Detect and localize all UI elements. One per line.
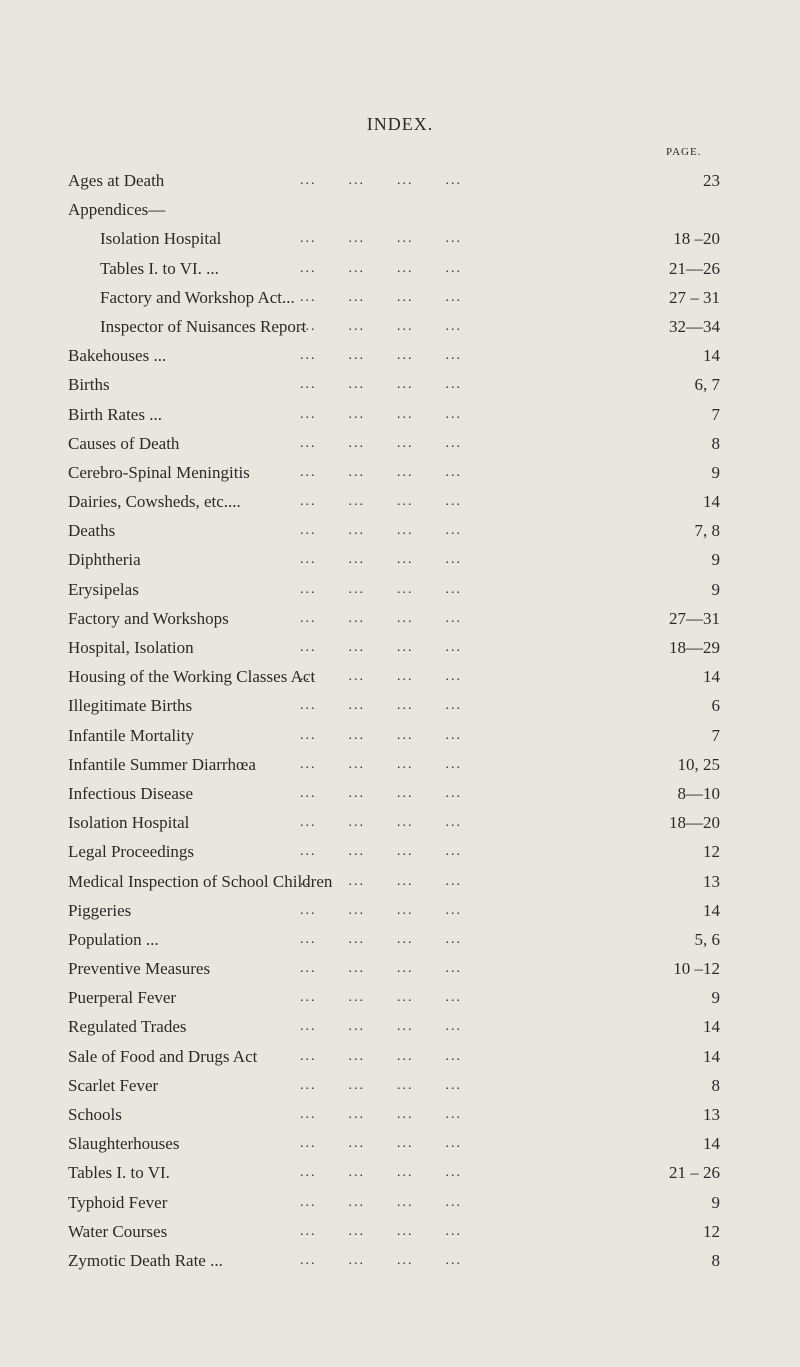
index-entry <box>0 1129 800 1158</box>
index-entry <box>0 837 800 866</box>
index-entry <box>0 312 800 341</box>
entry-label: Ages at Death <box>68 171 165 190</box>
entry-page-number: 8—10 <box>677 783 720 803</box>
entry-page-number: 10, 25 <box>677 754 720 774</box>
entry-page-number: 14 <box>703 1046 720 1066</box>
index-entry <box>0 633 800 662</box>
dot-leader: ... ... ... ... <box>300 289 462 305</box>
dot-leader: ... ... ... ... <box>300 260 462 276</box>
entry-label: Infectious Disease <box>68 783 194 803</box>
index-entry <box>0 1188 800 1217</box>
entry-label: Appendices— <box>68 200 166 220</box>
dot-leader: ... ... ... ... <box>300 1077 462 1093</box>
dot-leader: ... ... ... ... <box>300 494 462 510</box>
entry-label: Cerebro-Spinal Meningitis <box>68 462 250 482</box>
page-title: INDEX. <box>366 114 434 134</box>
dot-leader: ... ... ... ... <box>300 1223 462 1239</box>
dot-leader: ... ... ... ... <box>300 523 462 539</box>
index-entry <box>0 954 800 983</box>
entry-label: Zymotic Death Rate ... <box>68 1250 223 1270</box>
entry-label: Factory and Workshop Act... <box>100 287 295 307</box>
dot-leader: ... ... ... ... <box>300 931 462 947</box>
dot-leader: ... ... ... ... <box>300 231 462 247</box>
entry-page-number: 13 <box>703 871 720 891</box>
entry-page-number: 10 –12 <box>673 959 720 979</box>
dot-leader: ... ... ... ... <box>300 1048 462 1064</box>
index-entry <box>0 867 800 896</box>
entry-page-number: 9 <box>711 579 720 599</box>
entry-label: Infantile Mortality <box>68 725 195 745</box>
entry-page-number: 21—26 <box>669 258 720 278</box>
entry-page-number: 18 –20 <box>673 229 720 249</box>
index-entry <box>0 1100 800 1129</box>
dot-leader: ... ... ... ... <box>300 377 462 393</box>
entry-page-number: 13 <box>703 1105 720 1124</box>
entry-label: Birth Rates ... <box>68 404 162 424</box>
entry-label: Typhoid Fever <box>68 1192 168 1212</box>
entry-page-number: 7 <box>711 725 720 745</box>
entry-page-number: 18—20 <box>669 813 720 833</box>
index-entry <box>0 1217 800 1246</box>
entry-page-number: 5, 6 <box>694 929 720 949</box>
index-entry <box>0 429 800 458</box>
index-entry <box>0 400 800 429</box>
dot-leader: ... ... ... ... <box>300 902 462 918</box>
entry-page-number: 12 <box>703 842 720 862</box>
dot-leader: ... ... ... ... <box>300 348 462 364</box>
index-entry <box>0 662 800 691</box>
entry-label: Births <box>68 375 110 395</box>
index-entry <box>0 545 800 574</box>
entry-page-number: 8 <box>711 1250 720 1270</box>
index-entry <box>0 1158 800 1187</box>
dot-leader: ... ... ... ... <box>300 873 462 889</box>
entry-page-number: 14 <box>703 346 720 366</box>
dot-leader: ... ... ... ... <box>300 581 462 597</box>
entry-label: Housing of the Working Classes Act <box>68 667 316 687</box>
dot-leader: ... ... ... ... <box>300 640 462 655</box>
entry-page-number: 6, 7 <box>694 375 720 395</box>
index-entry <box>0 166 800 195</box>
entry-page-number: 9 <box>711 462 720 482</box>
index-entry <box>0 341 800 370</box>
entry-label: Deaths <box>68 521 116 541</box>
page-column-header: PAGE. <box>666 146 702 158</box>
index-entry <box>0 283 800 312</box>
dot-leader: ... ... ... ... <box>300 610 462 626</box>
entry-label: Tables I. to VI. <box>68 1163 170 1183</box>
entry-page-number: 9 <box>711 1192 720 1212</box>
entry-page-number: 14 <box>703 900 720 920</box>
dot-leader: ... ... ... ... <box>300 844 462 860</box>
index-entry <box>0 254 800 283</box>
index-entry <box>0 750 800 779</box>
index-entry <box>0 808 800 837</box>
dot-leader: ... ... ... ... <box>300 815 462 831</box>
index-entry <box>0 691 800 720</box>
dot-leader: ... ... ... ... <box>300 698 462 714</box>
dot-leader: ... ... ... ... <box>300 1136 462 1152</box>
entry-label: Isolation Hospital <box>68 813 190 833</box>
entry-label: Bakehouses ... <box>68 346 167 366</box>
index-entry <box>0 1071 800 1100</box>
entry-label: Factory and Workshops <box>68 608 229 628</box>
entry-label: Diphtheria <box>68 550 141 570</box>
entry-label: Dairies, Cowsheds, etc.... <box>68 492 241 512</box>
entry-page-number: 32—34 <box>669 316 720 336</box>
entry-label: Schools <box>68 1105 122 1124</box>
index-entry <box>0 1042 800 1071</box>
index-entry <box>0 487 800 516</box>
index-entry <box>0 925 800 954</box>
entry-page-number: 14 <box>703 492 720 512</box>
entry-label: Illegitimate Births <box>68 696 193 716</box>
dot-leader: ... ... ... ... <box>300 552 462 568</box>
dot-leader: ... ... ... ... <box>300 1019 462 1035</box>
dot-leader: ... ... ... ... <box>300 173 462 188</box>
dot-leader: ... ... ... ... <box>300 435 462 451</box>
dot-leader: ... ... ... ... <box>300 406 462 422</box>
entry-page-number: 9 <box>711 988 720 1008</box>
entry-label: Medical Inspection of School Children <box>68 871 333 891</box>
dot-leader: ... ... ... ... <box>300 1107 462 1122</box>
entry-page-number: 6 <box>711 696 720 716</box>
entry-page-number: 23 <box>703 171 720 190</box>
dot-leader: ... ... ... ... <box>300 669 462 685</box>
entry-page-number: 7 <box>711 404 720 424</box>
entry-label: Piggeries <box>68 900 132 920</box>
index-entry <box>0 575 800 604</box>
dot-leader: ... ... ... ... <box>300 464 462 480</box>
entry-label: Regulated Trades <box>68 1017 187 1037</box>
dot-leader: ... ... ... ... <box>300 990 462 1006</box>
index-entry <box>0 224 800 253</box>
entry-label: Preventive Measures <box>68 959 211 979</box>
entry-label: Inspector of Nuisances Report <box>100 316 307 336</box>
entry-label: Sale of Food and Drugs Act <box>68 1046 258 1066</box>
index-entry <box>0 779 800 808</box>
entry-label: Slaughterhouses <box>68 1134 180 1154</box>
entry-label: Infantile Summer Diarrhœa <box>68 754 256 774</box>
entry-page-number: 8 <box>711 1075 720 1095</box>
dot-leader: ... ... ... ... <box>300 961 462 977</box>
entry-page-number: 14 <box>703 1134 720 1154</box>
dot-leader: ... ... ... ... <box>300 1194 462 1210</box>
index-entry <box>0 1012 800 1041</box>
dot-leader: ... ... ... ... <box>300 756 462 772</box>
entry-label: Water Courses <box>68 1221 168 1241</box>
entry-label: Legal Proceedings <box>68 842 195 862</box>
index-entry <box>0 896 800 925</box>
entry-label: Scarlet Fever <box>68 1075 159 1095</box>
index-entry <box>0 516 800 545</box>
index-entry <box>0 458 800 487</box>
entry-page-number: 21 – 26 <box>669 1163 720 1183</box>
dot-leader: ... ... ... ... <box>300 727 462 743</box>
index-entry <box>0 370 800 399</box>
dot-leader: ... ... ... ... <box>300 1165 462 1181</box>
entry-page-number: 14 <box>703 1017 720 1037</box>
index-entry <box>0 983 800 1012</box>
entry-label: Hospital, Isolation <box>68 638 194 657</box>
entry-page-number: 14 <box>703 667 720 687</box>
entry-label: Isolation Hospital <box>100 229 222 249</box>
entry-page-number: 8 <box>711 433 720 453</box>
entry-page-number: 9 <box>711 550 720 570</box>
dot-leader: ... ... ... ... <box>300 785 462 801</box>
dot-leader: ... ... ... ... <box>300 1252 462 1268</box>
entry-page-number: 18—29 <box>669 638 720 657</box>
entry-label: Population ... <box>68 929 159 949</box>
index-entry <box>0 721 800 750</box>
entry-label: Causes of Death <box>68 433 180 453</box>
entry-page-number: 7, 8 <box>694 521 720 541</box>
index-entry <box>0 1246 800 1275</box>
index-entry <box>0 604 800 633</box>
entry-page-number: 12 <box>703 1221 720 1241</box>
index-entry <box>0 195 800 224</box>
entry-page-number: 27—31 <box>669 608 720 628</box>
dot-leader: ... ... ... ... <box>300 318 462 334</box>
index-list <box>0 166 800 1275</box>
entry-page-number: 27 – 31 <box>669 287 720 307</box>
entry-label: Puerperal Fever <box>68 988 177 1008</box>
entry-label: Tables I. to VI. ... <box>100 258 219 278</box>
entry-label: Erysipelas <box>68 579 139 599</box>
